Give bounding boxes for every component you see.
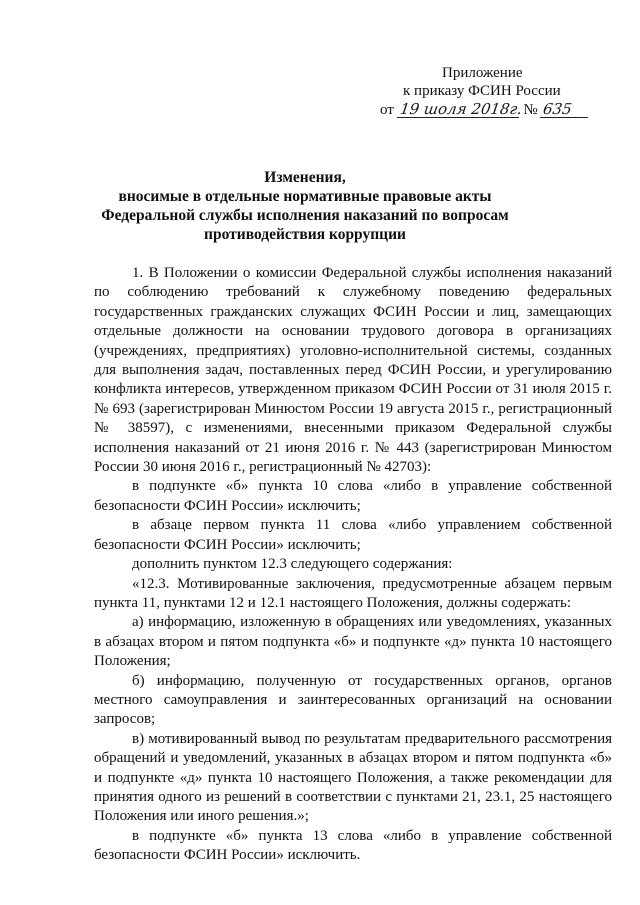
paragraph-2: в подпункте «б» пункта 10 слова «либо в управление собственной безопасности ФСИН России» исключить; [94,478,612,514]
paragraph-7: б) информацию, полученную от государственных органов, органов местного самоуправления и заинтересованных организаций на основании запросов; [94,672,612,728]
appendix-order-ref: к приказу ФСИН России [403,83,561,99]
paragraph-4: дополнить пунктом 12.3 следующего содержания: [132,556,453,573]
handwritten-date: 19 шоля 2018г. [398,100,523,118]
paragraph-1: 1. В Положении о комиссии Федеральной службы исполнения наказаний по соблюдению требований к служебному поведению федеральных государственных гражданских служащих ФСИН России и лиц, замещающих отдельные должности на основании трудового договора в организациях (учреждениях, предприятиях) уголовно-исполнительной системы, созданных для выполнения задач, поставленных перед ФСИН России, и урегулированию конфликта интересов, утвержденном приказом ФСИН России от 31 июля 2015 г. № 693 (зарегистрирован Минюстом России 19 августа 2015 г., регистрационный № 38597), с изменениями, внесенными приказом Федеральной службы исполнения наказаний от 21 июня 2016 г. № 443 (зарегистрирован Минюстом России 30 июня 2016 г., регистрационный № 42703): [94,265,612,476]
paragraph-8: в) мотивированный вывод по результатам предварительного рассмотрения обращений и уведомлений, указанных в абзацах втором и пятом подпункта «б» и подпункте «д» пункта 10 настоящего Положения, а также рекомендации для принятия одного из решений в соответствии с пунктами 21, 23.1, 25 настоящего Положения или иного решения.»; [94,730,612,825]
paragraph-6: а) информацию, изложенную в обращениях или уведомлениях, указанных в абзацах втором и пятом подпункта «б» и подпункте «д» пункта 10 настоящего Положения; [94,614,612,670]
title-line: противодействия коррупции [204,226,406,243]
from-label: от [380,102,394,118]
paragraph-3: в абзаце первом пункта 11 слова «либо управлением собственной безопасности ФСИН России» исключить; [94,517,612,553]
appendix-header [380,64,610,119]
title-line: вносимые в отдельные нормативные правовые акты [118,188,492,205]
document-body [94,264,612,866]
appendix-title: Приложение [442,65,523,81]
appendix-date-number [380,101,610,119]
title-line: Изменения, [264,169,346,186]
number-label: № [523,102,538,118]
paragraph-9: в подпункте «б» пункта 13 слова «либо в управление собственной безопасности ФСИН России» исключить. [94,827,612,864]
paragraph-5: «12.3. Мотивированные заключения, предусмотренные абзацем первым пункта 11, пунктами 12 и 12.1 настоящего Положения, должны содержать: [94,575,612,611]
title-line: Федеральной службы исполнения наказаний по вопросам [101,207,509,224]
document-title [95,168,515,244]
handwritten-number: 635 [540,102,590,118]
